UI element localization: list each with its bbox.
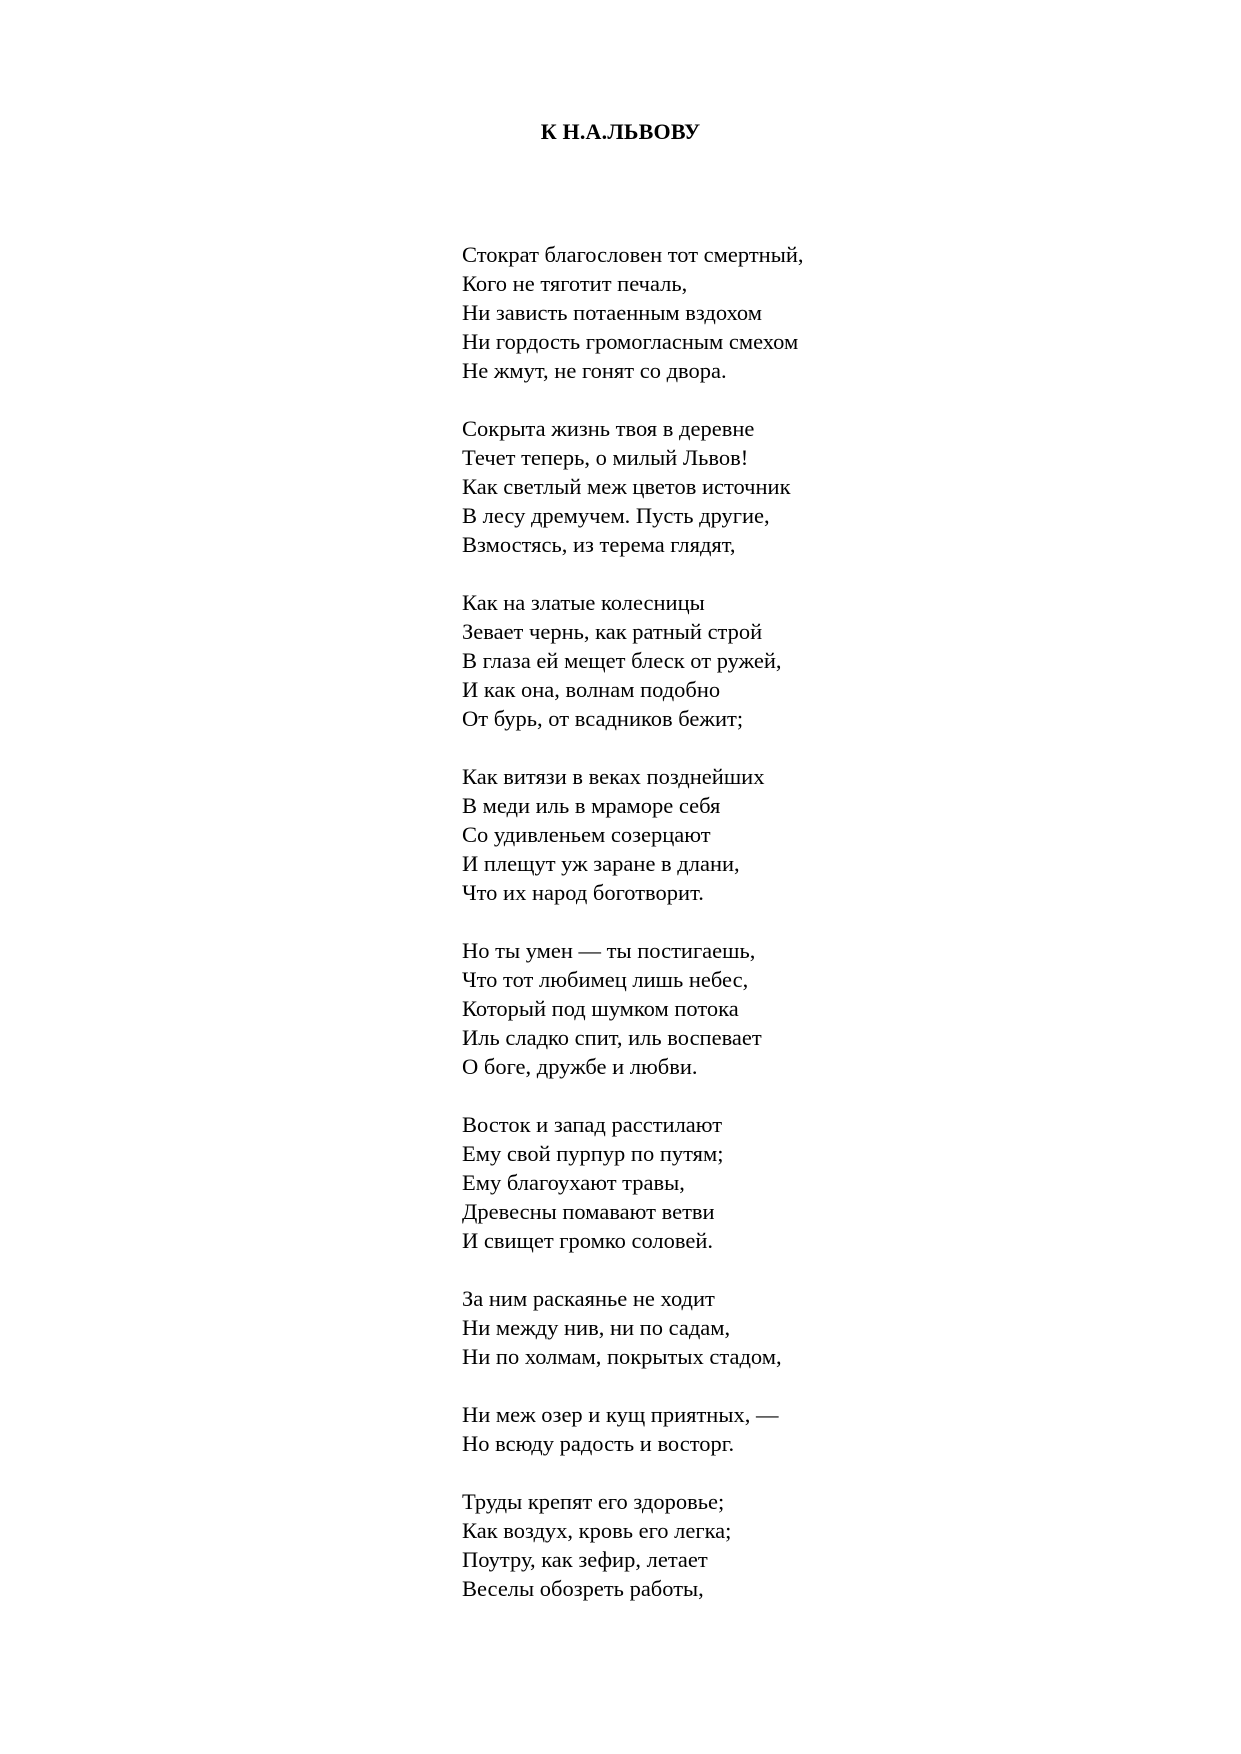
poem-line: За ним раскаянье не ходит — [462, 1286, 715, 1311]
poem-line: Древесны помавают ветви — [462, 1199, 715, 1224]
poem-line: Что тот любимец лишь небес, — [462, 967, 749, 992]
poem-line: Течет теперь, о милый Львов! — [462, 445, 749, 470]
poem-line: Но всюду радость и восторг. — [462, 1431, 735, 1456]
poem-line: Восток и запад расстилают — [462, 1112, 723, 1137]
poem-line: Ни меж озер и кущ приятных, — — [462, 1402, 779, 1427]
poem-line: Как витязи в веках позднейших — [462, 764, 765, 789]
stanza — [462, 1284, 1022, 1371]
poem-line: Поутру, как зефир, летает — [462, 1547, 708, 1572]
poem-line: Как воздух, кровь его легка; — [462, 1518, 732, 1543]
poem-line: Как светлый меж цветов источник — [462, 474, 791, 499]
poem-line: Ему свой пурпур по путям; — [462, 1141, 724, 1166]
stanza — [462, 414, 1022, 559]
poem-line: В глаза ей мещет блеск от ружей, — [462, 648, 782, 673]
poem-line: О боге, дружбе и любви. — [462, 1054, 698, 1079]
poem-line: Кого не тяготит печаль, — [462, 271, 688, 296]
poem-line: Стократ благословен тот смертный, — [462, 242, 804, 267]
poem-line: Как на златые колесницы — [462, 590, 705, 615]
poem-line: От бурь, от всадников бежит; — [462, 706, 744, 731]
poem-line: Зевает чернь, как ратный строй — [462, 619, 763, 644]
poem-line: И плещут уж заране в длани, — [462, 851, 740, 876]
poem-line: Не жмут, не гонят со двора. — [462, 358, 727, 383]
stanza — [462, 936, 1022, 1081]
stanza — [462, 240, 1022, 385]
poem-line: Ни по холмам, покрытых стадом, — [462, 1344, 782, 1369]
poem-line: Труды крепят его здоровье; — [462, 1489, 725, 1514]
poem-line: Иль сладко спит, иль воспевает — [462, 1025, 762, 1050]
poem-line: Который под шумком потока — [462, 996, 739, 1021]
poem-line: Со удивленьем созерцают — [462, 822, 711, 847]
poem-title: К Н.А.ЛЬВОВУ — [540, 119, 701, 144]
poem-line: И как она, волнам подобно — [462, 677, 721, 702]
poem-line: В меди иль в мраморе себя — [462, 793, 721, 818]
poem-line: Ему благоухают травы, — [462, 1170, 685, 1195]
poem-line: Ни между нив, ни по садам, — [462, 1315, 731, 1340]
poem-line: В лесу дремучем. Пусть другие, — [462, 503, 770, 528]
poem-line: Ни зависть потаенным вздохом — [462, 300, 762, 325]
stanza — [462, 762, 1022, 907]
stanza — [462, 1400, 1022, 1458]
poem-line: Взмостясь, из терема глядят, — [462, 532, 736, 557]
stanza — [462, 1110, 1022, 1255]
stanza — [462, 588, 1022, 733]
poem-line: Сокрыта жизнь твоя в деревне — [462, 416, 755, 441]
poem-line: Но ты умен — ты постигаешь, — [462, 938, 756, 963]
poem-line: И свищет громко соловей. — [462, 1228, 714, 1253]
poem-body — [462, 240, 1022, 1632]
poem-line: Что их народ боготворит. — [462, 880, 704, 905]
stanza — [462, 1487, 1022, 1603]
poem-line: Ни гордость громогласным смехом — [462, 329, 799, 354]
poem-line: Веселы обозреть работы, — [462, 1576, 704, 1601]
